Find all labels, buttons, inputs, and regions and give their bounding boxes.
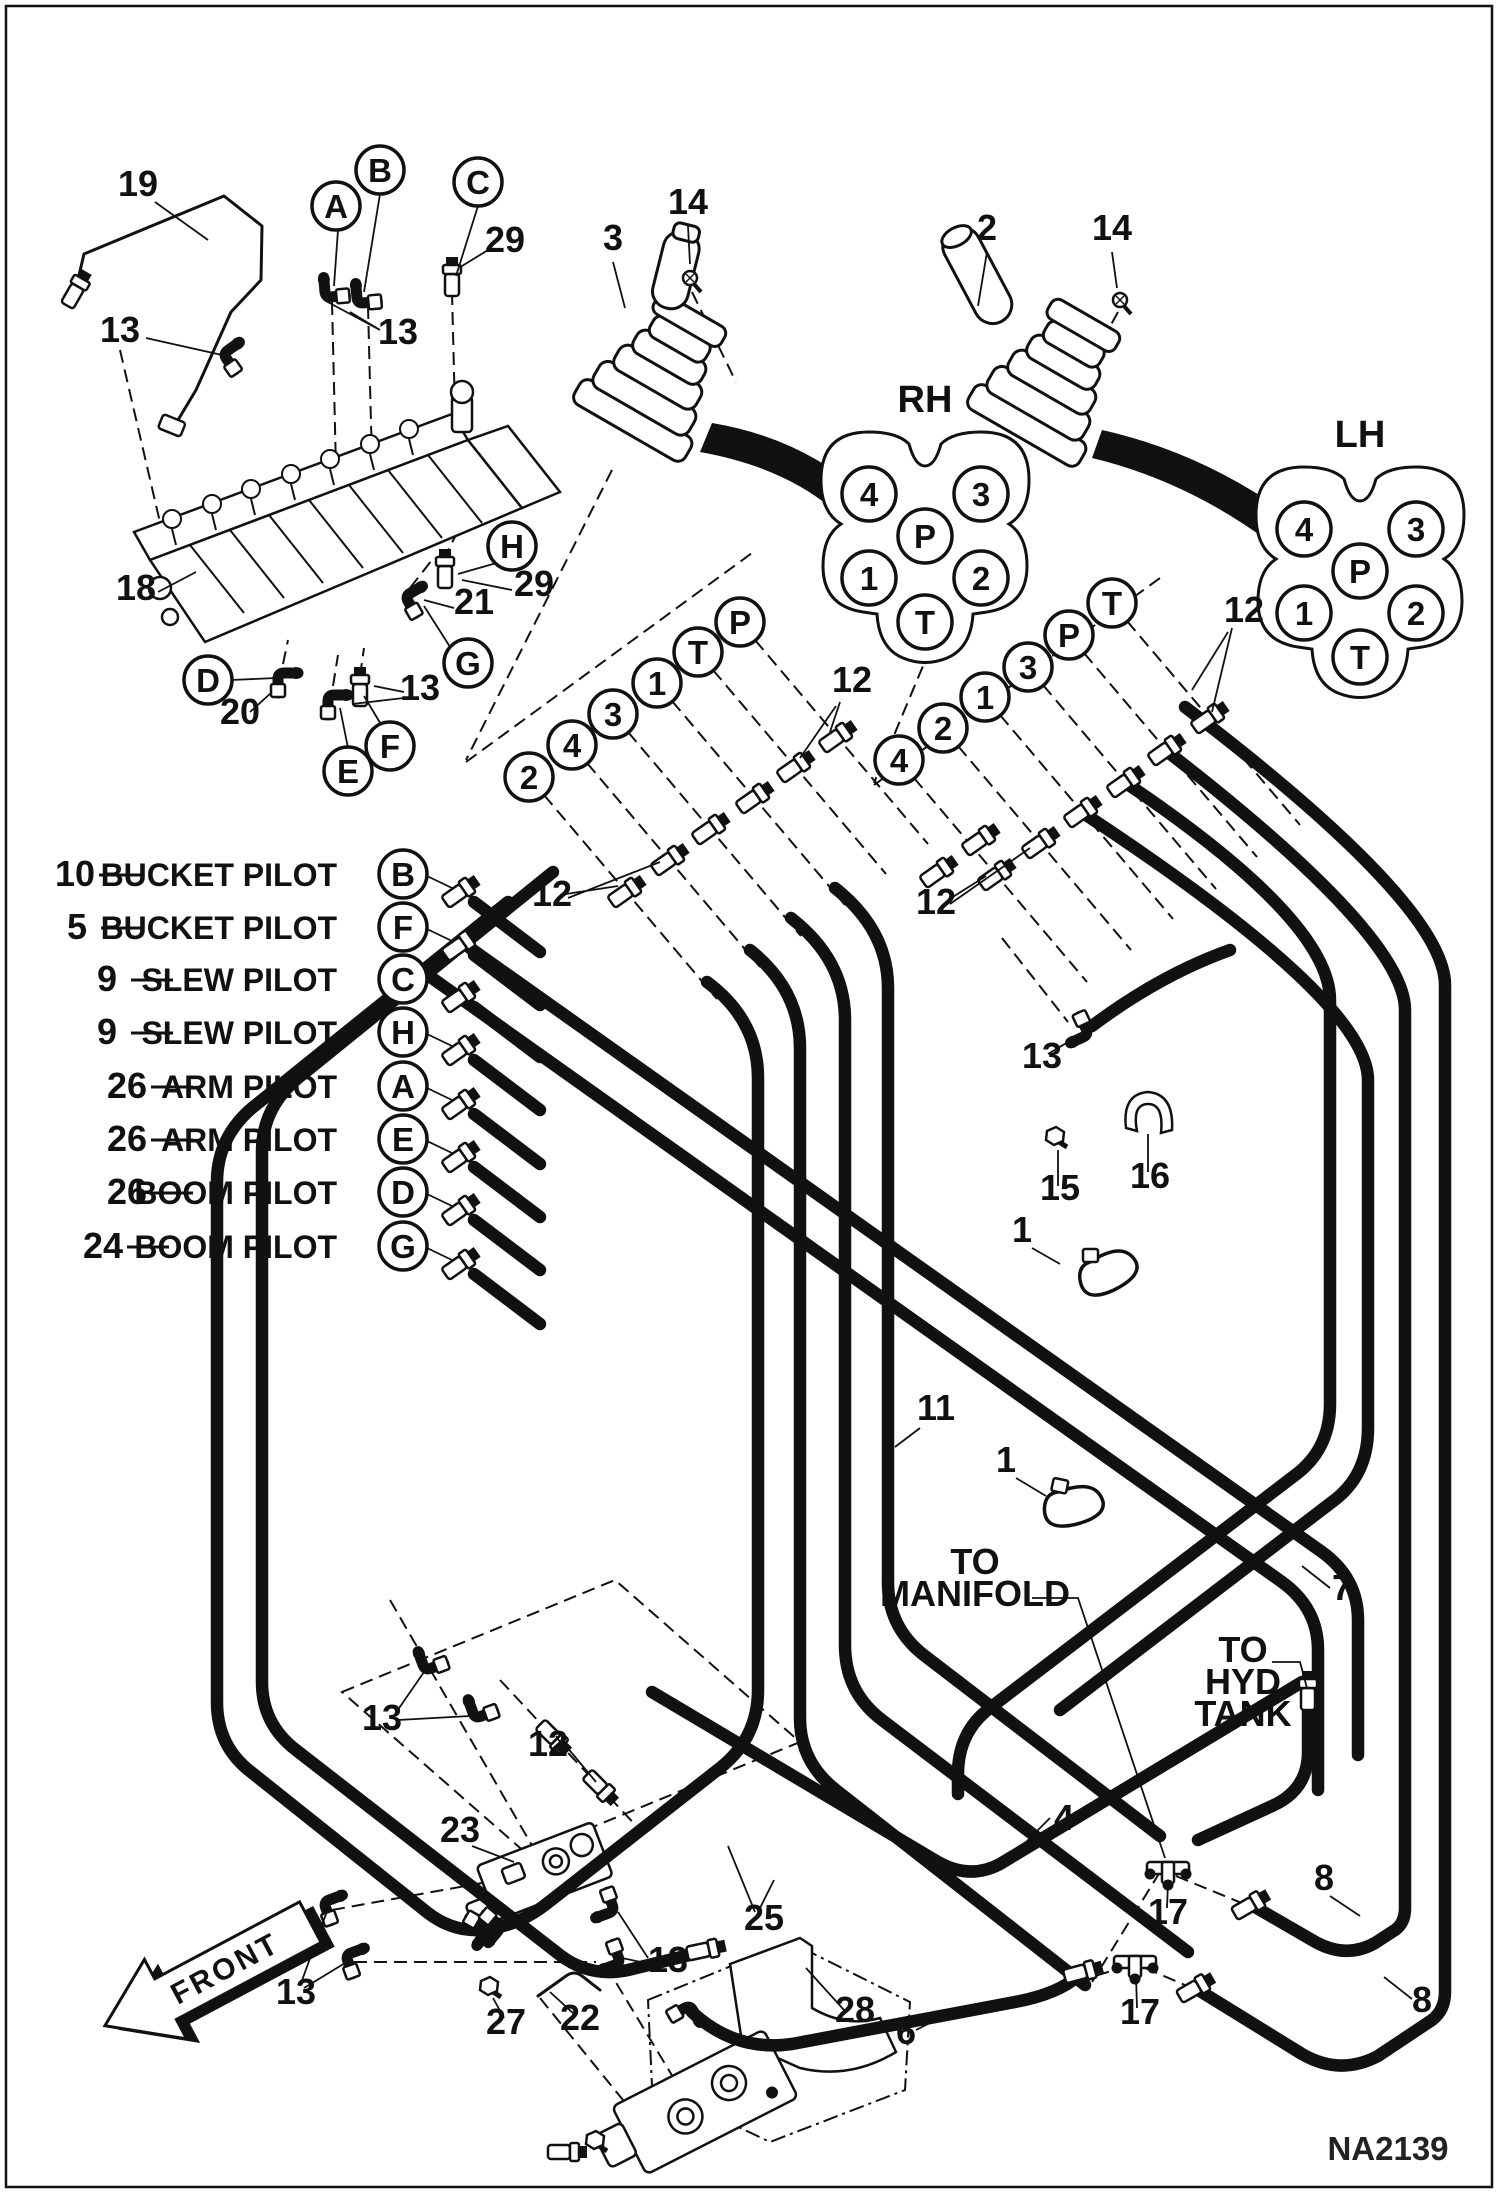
- callout-label: 17: [1147, 1891, 1189, 1932]
- callout-label: 18: [115, 567, 157, 608]
- cluster-port-label: 2: [1406, 595, 1426, 632]
- circle-letter: F: [379, 728, 401, 765]
- callout-label: 23: [439, 1809, 481, 1850]
- lettered-circle: [444, 639, 492, 687]
- pilot-number: 9: [96, 958, 118, 999]
- pilot-name: BOOM PILOT: [134, 1229, 337, 1265]
- circle-letter: 3: [603, 696, 623, 733]
- callout-label: 13: [361, 1697, 403, 1738]
- cluster-port-label: 1: [859, 560, 879, 597]
- pilot-name: BUCKET PILOT: [100, 857, 337, 893]
- pilot-port-letter: H: [391, 1014, 415, 1051]
- cluster-port-label: P: [1348, 553, 1372, 590]
- pilot-port-letter: C: [391, 961, 415, 998]
- lettered-circle: [716, 598, 764, 646]
- callout-label: 8: [1411, 1979, 1433, 2020]
- figure-code: NA2139: [1327, 2130, 1449, 2167]
- circle-letter: T: [1101, 585, 1123, 622]
- callout-label: 6: [895, 2011, 917, 2052]
- lettered-circle: [1088, 579, 1136, 627]
- cluster-port-label: 4: [1294, 511, 1314, 548]
- callout-label: 11: [916, 1387, 956, 1428]
- callout-label: 29: [484, 219, 526, 260]
- circle-letter: A: [324, 188, 348, 225]
- callout-label: 28: [834, 1989, 876, 2030]
- pilot-number: 9: [96, 1011, 118, 1052]
- circle-letter: 2: [933, 710, 953, 747]
- pilot-number: 5: [66, 906, 88, 947]
- callout-label: 20: [219, 691, 261, 732]
- circle-letter: 1: [647, 665, 667, 702]
- callout-label: 13: [647, 1939, 689, 1980]
- circle-letter: B: [368, 152, 392, 189]
- cluster-title: RH: [897, 379, 953, 421]
- callout-label: 1: [1011, 1209, 1033, 1250]
- lettered-circle: [324, 747, 372, 795]
- callout-label: 1: [995, 1439, 1017, 1480]
- pilot-name: ARM PILOT: [161, 1122, 337, 1158]
- lettered-circle: [919, 704, 967, 752]
- callout-label: 12: [831, 659, 873, 700]
- pilot-port-letter: B: [391, 856, 415, 893]
- lettered-circle: [674, 628, 722, 676]
- callout-label: 13: [99, 309, 141, 350]
- circle-letter: P: [1057, 617, 1081, 654]
- callout-label: 3: [602, 217, 624, 258]
- lettered-circle: [633, 659, 681, 707]
- pilot-number: 26: [106, 1171, 148, 1212]
- callout-label: TANK: [1194, 1693, 1292, 1734]
- callout-label: 25: [743, 1897, 785, 1938]
- pilot-name: ARM PILOT: [161, 1069, 337, 1105]
- callout-label: 17: [1119, 1991, 1161, 2032]
- lettered-circle: [312, 182, 360, 230]
- callout-label: 21: [453, 581, 495, 622]
- pilot-name: SLEW PILOT: [141, 1015, 337, 1051]
- pilot-name: SLEW PILOT: [141, 962, 337, 998]
- cluster-port-label: P: [913, 518, 937, 555]
- pilot-port-letter: E: [391, 1121, 415, 1158]
- cluster-port-label: 1: [1294, 595, 1314, 632]
- front-label: FRONT: [165, 1926, 286, 2012]
- lettered-circle: [961, 673, 1009, 721]
- lettered-circle: [505, 753, 553, 801]
- circle-letter: 4: [562, 727, 582, 764]
- pilot-port-letter: G: [390, 1228, 416, 1265]
- circle-letter: 1: [975, 679, 995, 716]
- callout-label: 16: [1129, 1155, 1171, 1196]
- lettered-circle: [356, 146, 404, 194]
- callout-label: TO: [1218, 1629, 1268, 1670]
- circle-letter: 2: [519, 759, 539, 796]
- lettered-circle: [366, 722, 414, 770]
- callout-label: 7: [1331, 1567, 1353, 1608]
- circle-letter: H: [500, 528, 524, 565]
- callout-label: 14: [1091, 207, 1133, 248]
- pilot-port-letter: F: [392, 909, 414, 946]
- cluster-port-label: T: [1349, 639, 1371, 676]
- cluster-port-label: T: [914, 604, 936, 641]
- callout-label: 13: [377, 311, 419, 352]
- circle-letter: 3: [1018, 649, 1038, 686]
- lettered-circle: [1045, 611, 1093, 659]
- callout-label: 12: [527, 1723, 569, 1764]
- circle-letter: P: [728, 604, 752, 641]
- callout-label: 12: [915, 881, 957, 922]
- callout-label: 13: [275, 1971, 317, 2012]
- pilot-port-letter: D: [391, 1174, 415, 1211]
- circle-letter: C: [466, 164, 490, 201]
- callout-label: 13: [1021, 1035, 1063, 1076]
- callout-label: 13: [399, 667, 441, 708]
- callout-label: 12: [1223, 589, 1265, 630]
- callout-label: 27: [485, 2001, 527, 2042]
- circle-letter: 4: [889, 742, 909, 779]
- callout-label: 2: [976, 207, 998, 248]
- cluster-port-label: 2: [971, 560, 991, 597]
- cluster-port-label: 3: [971, 476, 991, 513]
- callout-label: 14: [667, 181, 709, 222]
- circle-letter: T: [687, 634, 709, 671]
- lettered-circle: [875, 736, 923, 784]
- pilot-number: 10: [54, 853, 96, 894]
- callout-label: 15: [1039, 1167, 1081, 1208]
- cluster-title: LH: [1334, 414, 1386, 456]
- callout-label: 8: [1313, 1857, 1335, 1898]
- callout-label: MANIFOLD: [880, 1573, 1070, 1614]
- pilot-number: 26: [106, 1065, 148, 1106]
- callout-label: 22: [559, 1997, 601, 2038]
- lettered-circle: [454, 158, 502, 206]
- callout-label: HYD: [1204, 1661, 1282, 1702]
- callout-label: 12: [531, 873, 573, 914]
- circle-letter: G: [455, 645, 481, 682]
- cluster-port-label: 3: [1406, 511, 1426, 548]
- callout-label: 19: [117, 163, 159, 204]
- pilot-port-letter: A: [391, 1068, 415, 1105]
- circle-letter: E: [336, 753, 360, 790]
- pilot-number: 26: [106, 1118, 148, 1159]
- pilot-name: BUCKET PILOT: [100, 910, 337, 946]
- pilot-name: BOOM PILOT: [134, 1175, 337, 1211]
- callout-label: TO: [950, 1541, 1000, 1582]
- callout-label: 29: [513, 563, 555, 604]
- lettered-circle: [589, 690, 637, 738]
- lettered-circle: [548, 721, 596, 769]
- circle-letter: D: [196, 662, 220, 699]
- pilot-number: 24: [82, 1225, 124, 1266]
- lettered-circle: [1004, 643, 1052, 691]
- cluster-port-label: 4: [859, 476, 879, 513]
- callout-label: 4: [1053, 1797, 1075, 1838]
